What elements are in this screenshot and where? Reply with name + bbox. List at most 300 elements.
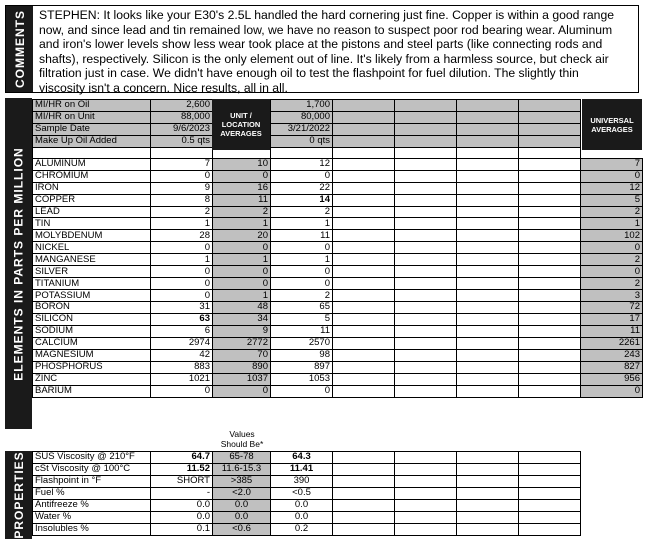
previous-value: 11 xyxy=(271,325,333,337)
previous-value: 0 xyxy=(271,278,333,290)
sample-info-label: MI/HR on Unit xyxy=(33,111,151,123)
empty-history-cell xyxy=(519,349,581,361)
property-current-value: 64.7 xyxy=(151,452,213,464)
universal-average-value: 2 xyxy=(581,206,643,218)
universal-average-value: 3 xyxy=(581,290,643,302)
empty-property-cell xyxy=(395,487,457,499)
property-name: Insolubles % xyxy=(33,523,151,535)
empty-history-cell xyxy=(333,278,395,290)
current-value: 0 xyxy=(151,278,213,290)
empty-property-cell xyxy=(519,499,581,511)
empty-history-cell xyxy=(519,325,581,337)
element-row xyxy=(33,230,643,242)
empty-history-cell xyxy=(519,254,581,266)
element-name: NICKEL xyxy=(33,242,151,254)
comment-line: STEPHEN: It looks like your E30's 2.5L handled the hard cornering just fine. Copper is within a good range xyxy=(39,8,615,22)
property-should-be-value: 0.0 xyxy=(213,499,271,511)
spacer-cell xyxy=(395,147,457,158)
empty-history-cell xyxy=(333,158,395,170)
empty-history-cell xyxy=(519,182,581,194)
sample-info-label: Sample Date xyxy=(33,123,151,135)
empty-history-cell xyxy=(395,325,457,337)
element-name: CALCIUM xyxy=(33,337,151,349)
element-row xyxy=(33,206,643,218)
empty-history-cell xyxy=(457,385,519,397)
universal-average-value: 11 xyxy=(581,325,643,337)
element-name: BARIUM xyxy=(33,385,151,397)
empty-history-cell xyxy=(457,182,519,194)
property-should-be-value: 0.0 xyxy=(213,511,271,523)
element-name: CHROMIUM xyxy=(33,170,151,182)
empty-history-cell xyxy=(333,302,395,314)
empty-history-cell xyxy=(519,158,581,170)
unit-average-value: 0 xyxy=(213,385,271,397)
empty-history-cell xyxy=(519,337,581,349)
property-should-be-value: 11.6-15.3 xyxy=(213,463,271,475)
element-name: SILVER xyxy=(33,266,151,278)
empty-history-cell xyxy=(519,373,581,385)
universal-average-value: 0 xyxy=(581,170,643,182)
current-value: 0 xyxy=(151,242,213,254)
current-value: 9 xyxy=(151,182,213,194)
empty-history-cell xyxy=(457,278,519,290)
spacer-row xyxy=(33,147,643,158)
empty-property-cell xyxy=(457,463,519,475)
spacer-cell xyxy=(151,147,213,158)
unit-average-value: 890 xyxy=(213,361,271,373)
empty-property-cell xyxy=(333,523,395,535)
property-current-value: 0.0 xyxy=(151,511,213,523)
previous-sample-value: 3/21/2022 xyxy=(271,123,333,135)
empty-property-cell xyxy=(457,511,519,523)
previous-sample-value: 80,000 xyxy=(271,111,333,123)
unit-location-averages-header: UNIT / LOCATION AVERAGES xyxy=(212,99,270,150)
universal-average-value: 2261 xyxy=(581,337,643,349)
empty-history-cell xyxy=(333,230,395,242)
empty-property-cell xyxy=(519,452,581,464)
current-sample-value: 9/6/2023 xyxy=(151,123,213,135)
universal-average-value: 17 xyxy=(581,313,643,325)
empty-history-cell xyxy=(519,266,581,278)
universal-average-value: 956 xyxy=(581,373,643,385)
empty-history-cell xyxy=(519,194,581,206)
empty-history-cell xyxy=(457,313,519,325)
element-name: MANGANESE xyxy=(33,254,151,266)
empty-history-cell xyxy=(457,158,519,170)
unit-average-value: 34 xyxy=(213,313,271,325)
current-value: 1 xyxy=(151,218,213,230)
empty-history-cell xyxy=(457,337,519,349)
empty-history-cell xyxy=(395,373,457,385)
universal-average-value: 72 xyxy=(581,302,643,314)
empty-history-cell xyxy=(395,194,457,206)
empty-history-cell xyxy=(333,170,395,182)
element-name: SODIUM xyxy=(33,325,151,337)
unit-average-value: 2772 xyxy=(213,337,271,349)
comment-line: filtration just in case. We didn't have enough oil to test the flashpoint for fuel dilution. The slightly thin xyxy=(39,66,579,80)
element-row xyxy=(33,266,643,278)
spacer-cell xyxy=(457,147,519,158)
elements-table xyxy=(32,99,643,398)
previous-value: 98 xyxy=(271,349,333,361)
element-row xyxy=(33,170,643,182)
unit-average-value: 16 xyxy=(213,182,271,194)
property-name: SUS Viscosity @ 210°F xyxy=(33,452,151,464)
property-name: Fuel % xyxy=(33,487,151,499)
comment-line: shafts), respectively. Silicon is the only element out of line. It's likely from a harmless source, but check air xyxy=(39,51,609,66)
property-previous-value: 0.0 xyxy=(271,511,333,523)
previous-value: 0 xyxy=(271,242,333,254)
element-row xyxy=(33,194,643,206)
current-value: 1 xyxy=(151,254,213,266)
empty-history-cell xyxy=(395,278,457,290)
empty-history-cell xyxy=(395,337,457,349)
empty-sample-cell xyxy=(457,111,519,123)
empty-history-cell xyxy=(395,266,457,278)
property-row xyxy=(33,511,643,523)
element-row xyxy=(33,373,643,385)
empty-history-cell xyxy=(333,373,395,385)
element-name: ZINC xyxy=(33,373,151,385)
element-name: IRON xyxy=(33,182,151,194)
property-current-value: 0.0 xyxy=(151,499,213,511)
element-name: TITANIUM xyxy=(33,278,151,290)
universal-average-value: 102 xyxy=(581,230,643,242)
property-name: Flashpoint in °F xyxy=(33,475,151,487)
empty-history-cell xyxy=(457,349,519,361)
universal-average-value: 0 xyxy=(581,385,643,397)
empty-sample-cell xyxy=(333,123,395,135)
empty-property-cell xyxy=(395,463,457,475)
property-previous-value: 0.0 xyxy=(271,499,333,511)
element-row xyxy=(33,337,643,349)
current-value: 2974 xyxy=(151,337,213,349)
empty-property-cell xyxy=(333,487,395,499)
current-value: 0 xyxy=(151,266,213,278)
comment-line: viscosity isn't a concern. Nice results, all in all. xyxy=(39,80,288,95)
element-name: MOLYBDENUM xyxy=(33,230,151,242)
universal-average-value: 2 xyxy=(581,278,643,290)
universal-average-value: 243 xyxy=(581,349,643,361)
property-previous-value: <0.5 xyxy=(271,487,333,499)
spacer-cell xyxy=(519,147,581,158)
empty-sample-cell xyxy=(333,100,395,112)
empty-property-cell xyxy=(457,523,519,535)
empty-history-cell xyxy=(457,302,519,314)
property-name: cSt Viscosity @ 100°C xyxy=(33,463,151,475)
empty-history-cell xyxy=(333,206,395,218)
empty-history-cell xyxy=(333,349,395,361)
empty-history-cell xyxy=(519,302,581,314)
current-value: 2 xyxy=(151,206,213,218)
current-value: 883 xyxy=(151,361,213,373)
empty-history-cell xyxy=(395,182,457,194)
empty-history-cell xyxy=(457,218,519,230)
empty-sample-cell xyxy=(457,100,519,112)
element-row xyxy=(33,290,643,302)
unit-average-value: 48 xyxy=(213,302,271,314)
element-name: MAGNESIUM xyxy=(33,349,151,361)
property-current-value: 11.52 xyxy=(151,463,213,475)
empty-property-cell xyxy=(581,499,643,511)
empty-sample-cell xyxy=(457,135,519,147)
empty-history-cell xyxy=(395,218,457,230)
empty-history-cell xyxy=(395,254,457,266)
empty-property-cell xyxy=(457,487,519,499)
empty-sample-cell xyxy=(395,100,457,112)
empty-property-cell xyxy=(395,523,457,535)
unit-average-value: 1 xyxy=(213,254,271,266)
spacer-cell xyxy=(333,147,395,158)
empty-property-cell xyxy=(333,511,395,523)
elements-side-label: ELEMENTS IN PARTS PER MILLION xyxy=(5,98,32,429)
empty-property-cell xyxy=(581,475,643,487)
empty-history-cell xyxy=(519,206,581,218)
universal-averages-header: UNIVERSAL AVERAGES xyxy=(582,99,642,150)
element-row xyxy=(33,242,643,254)
empty-history-cell xyxy=(519,361,581,373)
previous-value: 22 xyxy=(271,182,333,194)
empty-property-cell xyxy=(581,511,643,523)
current-value: 31 xyxy=(151,302,213,314)
empty-sample-cell xyxy=(519,100,581,112)
property-current-value: SHORT xyxy=(151,475,213,487)
current-value: 0 xyxy=(151,170,213,182)
empty-history-cell xyxy=(333,218,395,230)
unit-average-value: 0 xyxy=(213,266,271,278)
empty-property-cell xyxy=(581,452,643,464)
unit-average-value: 10 xyxy=(213,158,271,170)
sample-info-row xyxy=(33,123,643,135)
empty-property-cell xyxy=(457,475,519,487)
empty-history-cell xyxy=(457,266,519,278)
element-row xyxy=(33,302,643,314)
empty-history-cell xyxy=(519,170,581,182)
element-row xyxy=(33,158,643,170)
empty-history-cell xyxy=(333,290,395,302)
empty-history-cell xyxy=(457,254,519,266)
unit-average-value: 0 xyxy=(213,242,271,254)
empty-history-cell xyxy=(333,361,395,373)
empty-sample-cell xyxy=(333,135,395,147)
current-value: 6 xyxy=(151,325,213,337)
current-value: 0 xyxy=(151,385,213,397)
empty-history-cell xyxy=(333,242,395,254)
empty-history-cell xyxy=(395,349,457,361)
comment-line: now, and since lead and tin remained low, we have no reason to suspect poor rod bearing wear. Aluminum xyxy=(39,22,613,37)
unit-average-value: 0 xyxy=(213,170,271,182)
element-name: POTASSIUM xyxy=(33,290,151,302)
sample-info-label: Make Up Oil Added xyxy=(33,135,151,147)
values-should-be-label: Values Should Be* xyxy=(220,429,264,449)
previous-value: 1 xyxy=(271,254,333,266)
empty-property-cell xyxy=(333,499,395,511)
previous-value: 897 xyxy=(271,361,333,373)
element-row xyxy=(33,278,643,290)
empty-sample-cell xyxy=(395,111,457,123)
empty-property-cell xyxy=(457,452,519,464)
sample-info-label: MI/HR on Oil xyxy=(33,100,151,112)
empty-history-cell xyxy=(395,361,457,373)
empty-history-cell xyxy=(519,278,581,290)
empty-property-cell xyxy=(333,463,395,475)
empty-property-cell xyxy=(519,463,581,475)
empty-property-cell xyxy=(333,452,395,464)
property-previous-value: 11.41 xyxy=(271,463,333,475)
empty-property-cell xyxy=(395,511,457,523)
unit-average-value: 2 xyxy=(213,206,271,218)
property-name: Antifreeze % xyxy=(33,499,151,511)
property-row xyxy=(33,452,643,464)
property-should-be-value: 65-78 xyxy=(213,452,271,464)
previous-value: 1 xyxy=(271,218,333,230)
current-sample-value: 88,000 xyxy=(151,111,213,123)
empty-history-cell xyxy=(333,194,395,206)
element-name: PHOSPHORUS xyxy=(33,361,151,373)
unit-average-value: 1037 xyxy=(213,373,271,385)
empty-property-cell xyxy=(581,523,643,535)
empty-history-cell xyxy=(519,218,581,230)
empty-sample-cell xyxy=(519,111,581,123)
current-sample-value: 2,600 xyxy=(151,100,213,112)
unit-average-value: 0 xyxy=(213,278,271,290)
current-value: 8 xyxy=(151,194,213,206)
empty-property-cell xyxy=(395,475,457,487)
property-should-be-value: <0.6 xyxy=(213,523,271,535)
empty-property-cell xyxy=(519,487,581,499)
unit-average-value: 9 xyxy=(213,325,271,337)
comments-side-label: COMMENTS xyxy=(6,6,33,92)
property-row xyxy=(33,523,643,535)
empty-history-cell xyxy=(457,361,519,373)
empty-history-cell xyxy=(333,313,395,325)
element-row xyxy=(33,385,643,397)
empty-history-cell xyxy=(395,290,457,302)
previous-value: 12 xyxy=(271,158,333,170)
element-row xyxy=(33,361,643,373)
empty-sample-cell xyxy=(333,111,395,123)
empty-history-cell xyxy=(333,182,395,194)
property-current-value: 0.1 xyxy=(151,523,213,535)
element-row xyxy=(33,218,643,230)
comment-line: and iron's lower levels show less wear took place at the pistons and steel parts (like connecting rods and xyxy=(39,37,603,51)
empty-property-cell xyxy=(581,487,643,499)
empty-sample-cell xyxy=(395,135,457,147)
current-value: 28 xyxy=(151,230,213,242)
current-sample-value: 0.5 qts xyxy=(151,135,213,147)
element-name: SILICON xyxy=(33,313,151,325)
empty-history-cell xyxy=(519,313,581,325)
unit-average-value: 70 xyxy=(213,349,271,361)
element-name: BORON xyxy=(33,302,151,314)
universal-average-value: 2 xyxy=(581,254,643,266)
empty-property-cell xyxy=(457,499,519,511)
spacer-cell xyxy=(271,147,333,158)
empty-property-cell xyxy=(519,475,581,487)
empty-history-cell xyxy=(519,385,581,397)
empty-history-cell xyxy=(457,242,519,254)
property-should-be-value: >385 xyxy=(213,475,271,487)
property-row xyxy=(33,475,643,487)
empty-history-cell xyxy=(457,325,519,337)
unit-average-value: 1 xyxy=(213,218,271,230)
empty-history-cell xyxy=(333,337,395,349)
universal-average-value: 1 xyxy=(581,218,643,230)
empty-history-cell xyxy=(457,206,519,218)
empty-property-cell xyxy=(581,463,643,475)
empty-history-cell xyxy=(395,170,457,182)
comments-text xyxy=(39,8,630,95)
properties-table xyxy=(32,451,643,536)
comments-box xyxy=(5,5,639,93)
sample-info-row xyxy=(33,111,643,123)
previous-value: 11 xyxy=(271,230,333,242)
previous-value: 14 xyxy=(271,194,333,206)
empty-sample-cell xyxy=(519,135,581,147)
property-row xyxy=(33,499,643,511)
empty-history-cell xyxy=(395,206,457,218)
empty-history-cell xyxy=(457,194,519,206)
empty-history-cell xyxy=(457,290,519,302)
current-value: 0 xyxy=(151,290,213,302)
element-row xyxy=(33,182,643,194)
empty-property-cell xyxy=(519,523,581,535)
property-row xyxy=(33,487,643,499)
empty-history-cell xyxy=(395,385,457,397)
sample-info-row xyxy=(33,135,643,147)
universal-average-value: 7 xyxy=(581,158,643,170)
property-current-value: - xyxy=(151,487,213,499)
element-row xyxy=(33,313,643,325)
empty-history-cell xyxy=(395,313,457,325)
universal-average-value: 5 xyxy=(581,194,643,206)
properties-side-label: PROPERTIES xyxy=(5,451,32,539)
empty-history-cell xyxy=(333,266,395,278)
unit-average-value: 20 xyxy=(213,230,271,242)
element-name: COPPER xyxy=(33,194,151,206)
current-value: 42 xyxy=(151,349,213,361)
empty-history-cell xyxy=(333,254,395,266)
empty-history-cell xyxy=(395,158,457,170)
empty-history-cell xyxy=(333,325,395,337)
empty-history-cell xyxy=(457,230,519,242)
empty-history-cell xyxy=(519,290,581,302)
empty-history-cell xyxy=(333,385,395,397)
current-value: 63 xyxy=(151,313,213,325)
empty-history-cell xyxy=(395,242,457,254)
empty-history-cell xyxy=(519,230,581,242)
current-value: 1021 xyxy=(151,373,213,385)
element-row xyxy=(33,349,643,361)
previous-value: 0 xyxy=(271,170,333,182)
empty-sample-cell xyxy=(519,123,581,135)
previous-value: 65 xyxy=(271,302,333,314)
previous-value: 2570 xyxy=(271,337,333,349)
previous-value: 2 xyxy=(271,290,333,302)
unit-average-value: 1 xyxy=(213,290,271,302)
universal-average-value: 0 xyxy=(581,242,643,254)
sample-info-row xyxy=(33,100,643,112)
property-previous-value: 390 xyxy=(271,475,333,487)
previous-value: 5 xyxy=(271,313,333,325)
current-value: 7 xyxy=(151,158,213,170)
universal-average-value: 12 xyxy=(581,182,643,194)
unit-average-value: 11 xyxy=(213,194,271,206)
empty-history-cell xyxy=(457,373,519,385)
property-row xyxy=(33,463,643,475)
spacer-cell xyxy=(33,147,151,158)
element-name: LEAD xyxy=(33,206,151,218)
